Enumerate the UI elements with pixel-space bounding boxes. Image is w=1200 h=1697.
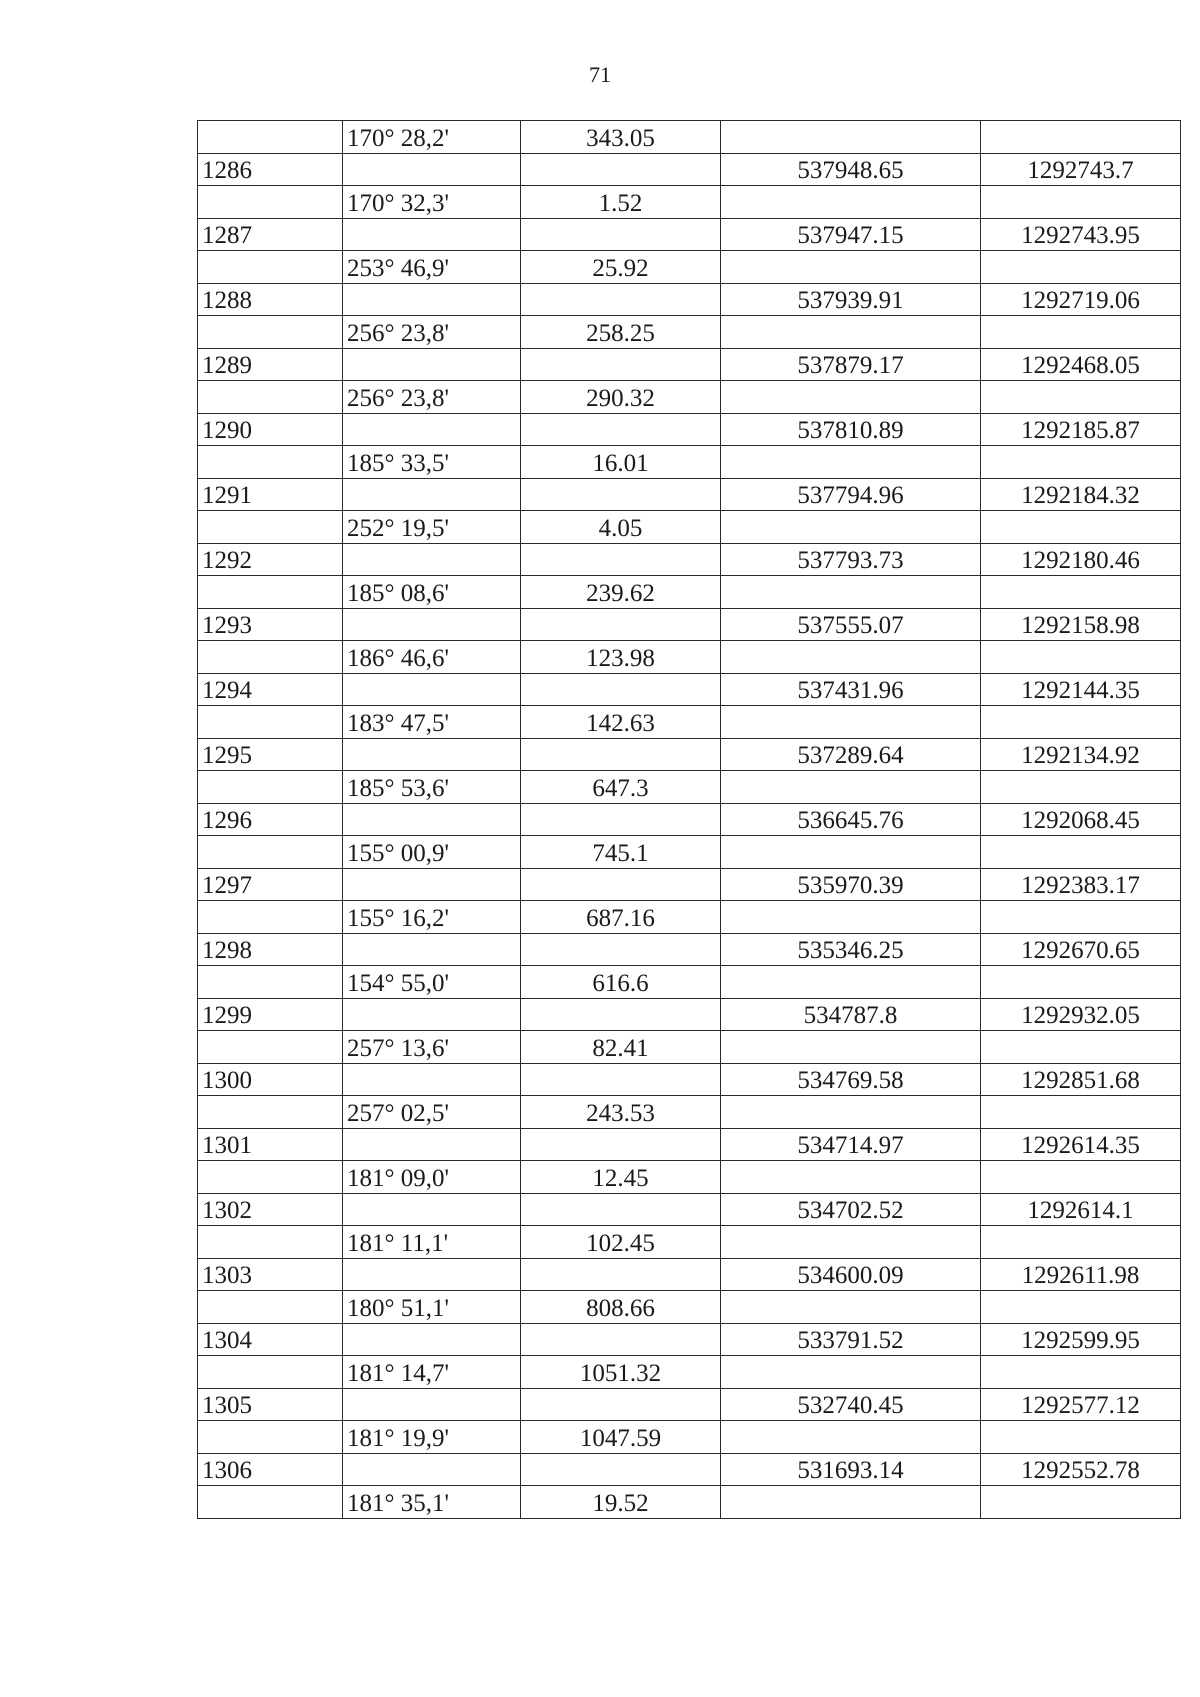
y-coordinate-cell (981, 316, 1181, 349)
table-row (198, 1128, 1181, 1161)
table-row (198, 1323, 1181, 1356)
point-number-cell: 1295 (198, 738, 343, 771)
direction-angle-cell (343, 933, 521, 966)
distance-cell (521, 153, 721, 186)
x-coordinate-cell: 532740.45 (721, 1388, 981, 1421)
distance-cell: 745.1 (521, 836, 721, 869)
y-coordinate-cell (981, 1161, 1181, 1194)
y-coordinate-cell: 1292144.35 (981, 673, 1181, 706)
y-coordinate-cell: 1292184.32 (981, 478, 1181, 511)
point-number-cell: 1300 (198, 1063, 343, 1096)
point-number-cell (198, 641, 343, 674)
y-coordinate-cell (981, 1486, 1181, 1519)
x-coordinate-cell: 537810.89 (721, 413, 981, 446)
x-coordinate-cell: 537939.91 (721, 283, 981, 316)
distance-cell (521, 218, 721, 251)
y-coordinate-cell (981, 511, 1181, 544)
point-number-cell: 1290 (198, 413, 343, 446)
table-row (198, 1453, 1181, 1486)
direction-angle-cell: 155° 00,9' (343, 836, 521, 869)
table-row (198, 511, 1181, 544)
x-coordinate-cell (721, 576, 981, 609)
x-coordinate-cell: 534787.8 (721, 998, 981, 1031)
x-coordinate-cell: 533791.52 (721, 1323, 981, 1356)
table-row (198, 803, 1181, 836)
distance-cell (521, 543, 721, 576)
distance-cell: 616.6 (521, 966, 721, 999)
distance-cell: 1.52 (521, 186, 721, 219)
y-coordinate-cell: 1292552.78 (981, 1453, 1181, 1486)
y-coordinate-cell: 1292468.05 (981, 348, 1181, 381)
distance-cell (521, 673, 721, 706)
direction-angle-cell (343, 803, 521, 836)
distance-cell: 258.25 (521, 316, 721, 349)
x-coordinate-cell: 537794.96 (721, 478, 981, 511)
point-number-cell (198, 1356, 343, 1389)
direction-angle-cell (343, 1258, 521, 1291)
direction-angle-cell: 252° 19,5' (343, 511, 521, 544)
y-coordinate-cell: 1292719.06 (981, 283, 1181, 316)
y-coordinate-cell: 1292134.92 (981, 738, 1181, 771)
x-coordinate-cell (721, 641, 981, 674)
y-coordinate-cell (981, 1421, 1181, 1454)
table-row (198, 836, 1181, 869)
distance-cell (521, 348, 721, 381)
x-coordinate-cell (721, 1356, 981, 1389)
page-number: 71 (589, 62, 611, 87)
x-coordinate-cell: 534702.52 (721, 1193, 981, 1226)
distance-cell (521, 998, 721, 1031)
direction-angle-cell: 183° 47,5' (343, 706, 521, 739)
point-number-cell (198, 1161, 343, 1194)
table-row (198, 1258, 1181, 1291)
table-row (198, 121, 1181, 154)
y-coordinate-cell: 1292743.7 (981, 153, 1181, 186)
distance-cell (521, 738, 721, 771)
table-row (198, 1291, 1181, 1324)
direction-angle-cell: 253° 46,9' (343, 251, 521, 284)
distance-cell: 123.98 (521, 641, 721, 674)
distance-cell (521, 933, 721, 966)
y-coordinate-cell: 1292383.17 (981, 868, 1181, 901)
point-number-cell: 1306 (198, 1453, 343, 1486)
distance-cell: 1051.32 (521, 1356, 721, 1389)
x-coordinate-cell (721, 316, 981, 349)
direction-angle-cell: 257° 02,5' (343, 1096, 521, 1129)
y-coordinate-cell (981, 446, 1181, 479)
direction-angle-cell (343, 738, 521, 771)
direction-angle-cell (343, 608, 521, 641)
direction-angle-cell (343, 218, 521, 251)
x-coordinate-cell (721, 1421, 981, 1454)
point-number-cell: 1305 (198, 1388, 343, 1421)
y-coordinate-cell (981, 1096, 1181, 1129)
direction-angle-cell (343, 868, 521, 901)
distance-cell (521, 1193, 721, 1226)
direction-angle-cell: 185° 53,6' (343, 771, 521, 804)
x-coordinate-cell: 537555.07 (721, 608, 981, 641)
table-row (198, 771, 1181, 804)
x-coordinate-cell (721, 901, 981, 934)
y-coordinate-cell (981, 966, 1181, 999)
x-coordinate-cell: 537289.64 (721, 738, 981, 771)
point-number-cell (198, 1291, 343, 1324)
distance-cell (521, 413, 721, 446)
distance-cell (521, 283, 721, 316)
direction-angle-cell (343, 478, 521, 511)
x-coordinate-cell: 534600.09 (721, 1258, 981, 1291)
direction-angle-cell: 186° 46,6' (343, 641, 521, 674)
y-coordinate-cell (981, 121, 1181, 154)
point-number-cell (198, 121, 343, 154)
table-row (198, 1096, 1181, 1129)
point-number-cell: 1292 (198, 543, 343, 576)
distance-cell: 687.16 (521, 901, 721, 934)
x-coordinate-cell: 534714.97 (721, 1128, 981, 1161)
point-number-cell (198, 1226, 343, 1259)
direction-angle-cell: 185° 08,6' (343, 576, 521, 609)
y-coordinate-cell (981, 706, 1181, 739)
x-coordinate-cell: 535970.39 (721, 868, 981, 901)
coordinate-table (197, 120, 1181, 1519)
distance-cell (521, 868, 721, 901)
table-row (198, 283, 1181, 316)
x-coordinate-cell: 537793.73 (721, 543, 981, 576)
y-coordinate-cell (981, 641, 1181, 674)
table-row (198, 543, 1181, 576)
distance-cell: 12.45 (521, 1161, 721, 1194)
y-coordinate-cell: 1292743.95 (981, 218, 1181, 251)
table-row (198, 576, 1181, 609)
distance-cell: 647.3 (521, 771, 721, 804)
table-row (198, 673, 1181, 706)
point-number-cell: 1297 (198, 868, 343, 901)
point-number-cell: 1294 (198, 673, 343, 706)
direction-angle-cell (343, 1063, 521, 1096)
point-number-cell: 1304 (198, 1323, 343, 1356)
direction-angle-cell: 181° 35,1' (343, 1486, 521, 1519)
distance-cell (521, 1388, 721, 1421)
point-number-cell (198, 901, 343, 934)
table-row (198, 153, 1181, 186)
x-coordinate-cell: 535346.25 (721, 933, 981, 966)
point-number-cell: 1289 (198, 348, 343, 381)
point-number-cell (198, 511, 343, 544)
direction-angle-cell (343, 153, 521, 186)
direction-angle-cell: 170° 32,3' (343, 186, 521, 219)
x-coordinate-cell (721, 1291, 981, 1324)
direction-angle-cell (343, 1388, 521, 1421)
direction-angle-cell: 170° 28,2' (343, 121, 521, 154)
direction-angle-cell (343, 348, 521, 381)
y-coordinate-cell (981, 186, 1181, 219)
y-coordinate-cell (981, 576, 1181, 609)
point-number-cell (198, 966, 343, 999)
direction-angle-cell (343, 1323, 521, 1356)
y-coordinate-cell (981, 771, 1181, 804)
x-coordinate-cell (721, 381, 981, 414)
direction-angle-cell: 256° 23,8' (343, 381, 521, 414)
distance-cell: 102.45 (521, 1226, 721, 1259)
distance-cell (521, 478, 721, 511)
point-number-cell (198, 1421, 343, 1454)
table-row (198, 478, 1181, 511)
point-number-cell (198, 316, 343, 349)
distance-cell: 16.01 (521, 446, 721, 479)
table-row (198, 348, 1181, 381)
x-coordinate-cell (721, 446, 981, 479)
table-row (198, 1193, 1181, 1226)
y-coordinate-cell: 1292158.98 (981, 608, 1181, 641)
x-coordinate-cell (721, 706, 981, 739)
x-coordinate-cell: 537879.17 (721, 348, 981, 381)
x-coordinate-cell: 537948.65 (721, 153, 981, 186)
coordinate-table-body (198, 121, 1181, 1519)
x-coordinate-cell (721, 1161, 981, 1194)
direction-angle-cell (343, 998, 521, 1031)
y-coordinate-cell: 1292185.87 (981, 413, 1181, 446)
y-coordinate-cell: 1292180.46 (981, 543, 1181, 576)
x-coordinate-cell: 531693.14 (721, 1453, 981, 1486)
distance-cell: 343.05 (521, 121, 721, 154)
y-coordinate-cell (981, 381, 1181, 414)
x-coordinate-cell (721, 251, 981, 284)
point-number-cell (198, 251, 343, 284)
distance-cell: 4.05 (521, 511, 721, 544)
table-row (198, 186, 1181, 219)
distance-cell (521, 608, 721, 641)
table-row (198, 966, 1181, 999)
point-number-cell: 1286 (198, 153, 343, 186)
y-coordinate-cell: 1292068.45 (981, 803, 1181, 836)
table-row (198, 998, 1181, 1031)
y-coordinate-cell: 1292851.68 (981, 1063, 1181, 1096)
y-coordinate-cell (981, 901, 1181, 934)
point-number-cell (198, 836, 343, 869)
distance-cell: 25.92 (521, 251, 721, 284)
y-coordinate-cell (981, 1226, 1181, 1259)
point-number-cell (198, 446, 343, 479)
point-number-cell: 1293 (198, 608, 343, 641)
point-number-cell: 1299 (198, 998, 343, 1031)
y-coordinate-cell: 1292614.1 (981, 1193, 1181, 1226)
direction-angle-cell: 180° 51,1' (343, 1291, 521, 1324)
direction-angle-cell (343, 543, 521, 576)
direction-angle-cell: 181° 14,7' (343, 1356, 521, 1389)
point-number-cell: 1298 (198, 933, 343, 966)
y-coordinate-cell: 1292614.35 (981, 1128, 1181, 1161)
point-number-cell: 1302 (198, 1193, 343, 1226)
point-number-cell (198, 771, 343, 804)
table-row (198, 901, 1181, 934)
distance-cell: 19.52 (521, 1486, 721, 1519)
direction-angle-cell: 181° 09,0' (343, 1161, 521, 1194)
direction-angle-cell: 181° 19,9' (343, 1421, 521, 1454)
distance-cell: 239.62 (521, 576, 721, 609)
x-coordinate-cell (721, 1031, 981, 1064)
x-coordinate-cell: 537947.15 (721, 218, 981, 251)
y-coordinate-cell (981, 251, 1181, 284)
point-number-cell (198, 576, 343, 609)
table-row (198, 1161, 1181, 1194)
direction-angle-cell (343, 283, 521, 316)
point-number-cell: 1303 (198, 1258, 343, 1291)
point-number-cell (198, 706, 343, 739)
distance-cell (521, 1128, 721, 1161)
y-coordinate-cell (981, 1291, 1181, 1324)
x-coordinate-cell (721, 771, 981, 804)
table-row (198, 868, 1181, 901)
table-row (198, 738, 1181, 771)
distance-cell: 142.63 (521, 706, 721, 739)
x-coordinate-cell (721, 121, 981, 154)
table-row (198, 1031, 1181, 1064)
x-coordinate-cell (721, 1486, 981, 1519)
table-row (198, 413, 1181, 446)
distance-cell: 82.41 (521, 1031, 721, 1064)
x-coordinate-cell: 537431.96 (721, 673, 981, 706)
table-row (198, 608, 1181, 641)
table-row (198, 381, 1181, 414)
table-row (198, 1063, 1181, 1096)
y-coordinate-cell: 1292611.98 (981, 1258, 1181, 1291)
x-coordinate-cell (721, 186, 981, 219)
direction-angle-cell: 185° 33,5' (343, 446, 521, 479)
point-number-cell (198, 381, 343, 414)
y-coordinate-cell: 1292599.95 (981, 1323, 1181, 1356)
point-number-cell: 1287 (198, 218, 343, 251)
table-row (198, 1388, 1181, 1421)
distance-cell: 290.32 (521, 381, 721, 414)
y-coordinate-cell (981, 1356, 1181, 1389)
x-coordinate-cell (721, 836, 981, 869)
point-number-cell (198, 1486, 343, 1519)
table-row (198, 218, 1181, 251)
direction-angle-cell (343, 1193, 521, 1226)
x-coordinate-cell: 536645.76 (721, 803, 981, 836)
table-row (198, 1226, 1181, 1259)
y-coordinate-cell: 1292577.12 (981, 1388, 1181, 1421)
table-row (198, 446, 1181, 479)
y-coordinate-cell (981, 1031, 1181, 1064)
table-row (198, 1356, 1181, 1389)
distance-cell (521, 803, 721, 836)
point-number-cell: 1288 (198, 283, 343, 316)
table-row (198, 933, 1181, 966)
direction-angle-cell: 256° 23,8' (343, 316, 521, 349)
direction-angle-cell (343, 1128, 521, 1161)
direction-angle-cell (343, 1453, 521, 1486)
x-coordinate-cell (721, 1096, 981, 1129)
table-row (198, 1421, 1181, 1454)
table-row (198, 251, 1181, 284)
table-row (198, 316, 1181, 349)
distance-cell: 1047.59 (521, 1421, 721, 1454)
point-number-cell: 1296 (198, 803, 343, 836)
table-row (198, 641, 1181, 674)
point-number-cell: 1291 (198, 478, 343, 511)
direction-angle-cell (343, 673, 521, 706)
point-number-cell (198, 1031, 343, 1064)
x-coordinate-cell (721, 511, 981, 544)
distance-cell (521, 1453, 721, 1486)
table-row (198, 1486, 1181, 1519)
distance-cell (521, 1063, 721, 1096)
x-coordinate-cell (721, 1226, 981, 1259)
distance-cell (521, 1323, 721, 1356)
x-coordinate-cell (721, 966, 981, 999)
direction-angle-cell: 154° 55,0' (343, 966, 521, 999)
point-number-cell: 1301 (198, 1128, 343, 1161)
distance-cell (521, 1258, 721, 1291)
y-coordinate-cell: 1292670.65 (981, 933, 1181, 966)
distance-cell: 243.53 (521, 1096, 721, 1129)
direction-angle-cell: 257° 13,6' (343, 1031, 521, 1064)
y-coordinate-cell: 1292932.05 (981, 998, 1181, 1031)
y-coordinate-cell (981, 836, 1181, 869)
direction-angle-cell: 181° 11,1' (343, 1226, 521, 1259)
x-coordinate-cell: 534769.58 (721, 1063, 981, 1096)
distance-cell: 808.66 (521, 1291, 721, 1324)
direction-angle-cell: 155° 16,2' (343, 901, 521, 934)
direction-angle-cell (343, 413, 521, 446)
point-number-cell (198, 186, 343, 219)
point-number-cell (198, 1096, 343, 1129)
table-row (198, 706, 1181, 739)
